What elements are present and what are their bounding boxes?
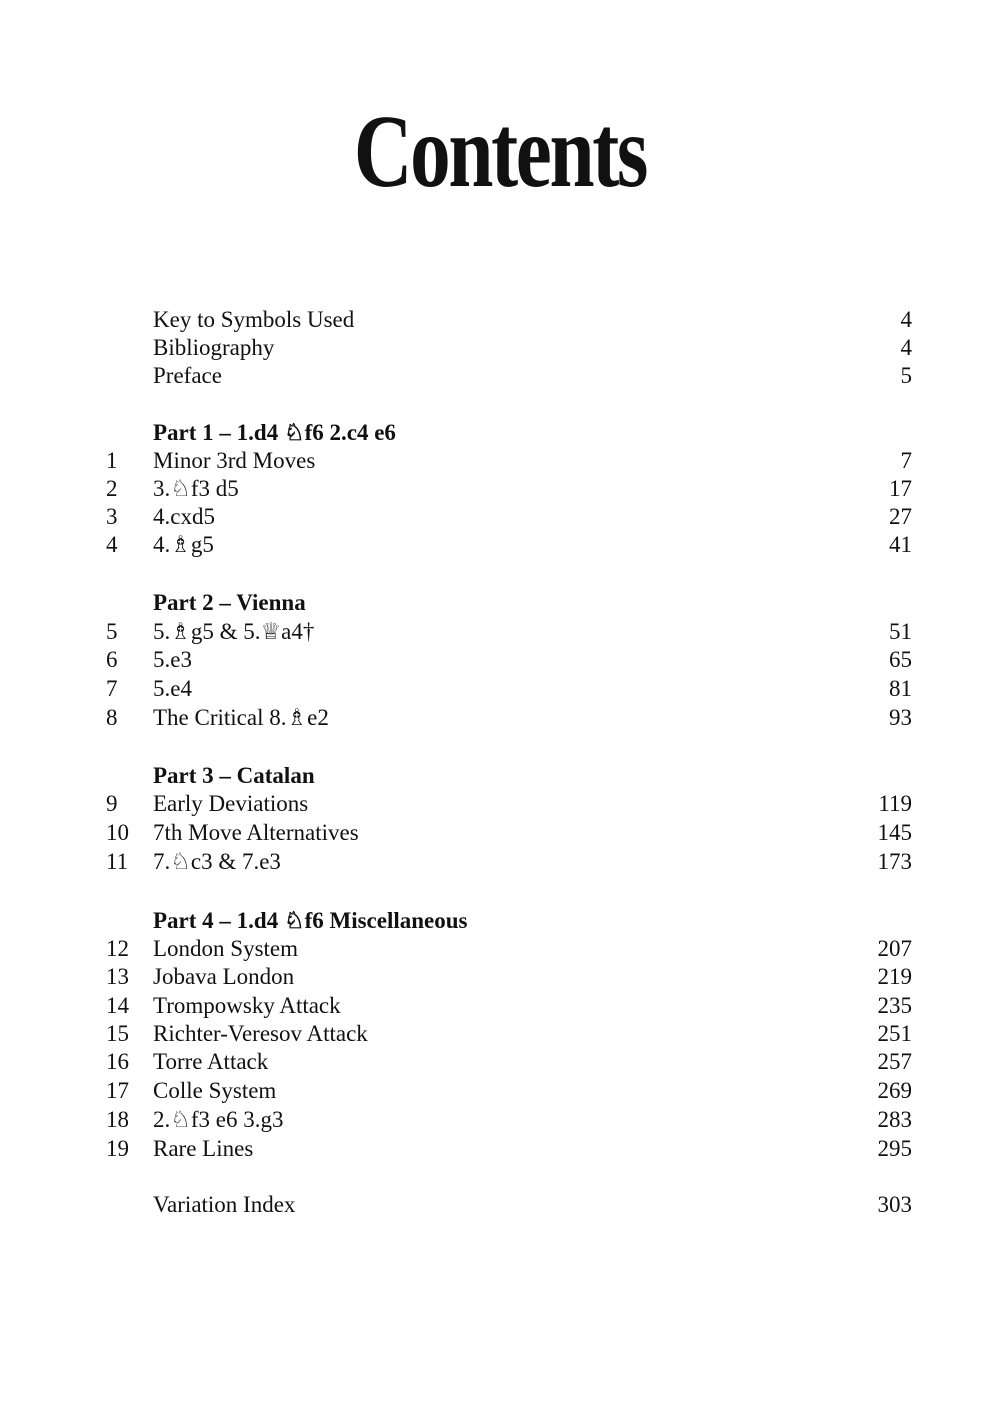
toc-entry-label: Variation Index [153,1192,296,1217]
chapter-number: 14 [106,993,129,1018]
toc-entry-chapter-19[interactable] [0,1135,1000,1163]
chapter-page: 269 [877,1078,912,1103]
toc-entry-chapter-5[interactable] [0,618,1000,646]
chapter-title: 4.cxd5 [153,504,215,529]
toc-entry-page: 4 [900,307,912,332]
chapter-number: 15 [106,1021,129,1046]
chapter-title: Trompowsky Attack [153,993,341,1018]
chapter-title: 3.♘f3 d5 [153,476,239,501]
toc-entry-page: 5 [900,363,912,388]
chapter-number: 12 [106,936,129,961]
chapter-number: 7 [106,676,118,701]
chapter-number: 6 [106,647,118,672]
chapter-page: 93 [889,705,912,730]
chapter-number: 18 [106,1107,129,1132]
chapter-title: 5.♗g5 & 5.♕a4† [153,619,315,644]
chapter-title: Jobava London [153,964,295,989]
part-heading-1 [0,419,1000,447]
toc-entry-page: 303 [877,1192,912,1217]
toc-entry-preface[interactable] [0,362,1000,390]
toc-entry-chapter-15[interactable] [0,1020,1000,1048]
toc-entry-chapter-18[interactable] [0,1106,1000,1134]
chapter-title: Minor 3rd Moves [153,448,316,473]
chapter-page: 17 [889,476,912,501]
chapter-page: 145 [877,820,912,845]
chapter-number: 5 [106,619,118,644]
toc-entry-chapter-14[interactable] [0,992,1000,1020]
chapter-title: Rare Lines [153,1136,254,1161]
toc-entry-chapter-9[interactable] [0,790,1000,818]
chapter-number: 16 [106,1049,129,1074]
chapter-page: 65 [889,647,912,672]
chapter-page: 283 [877,1107,912,1132]
part-heading-3 [0,762,1000,790]
chapter-title: Torre Attack [153,1049,269,1074]
chapter-title: The Critical 8.♗e2 [153,705,329,730]
chapter-title: Colle System [153,1078,277,1103]
toc-entry-chapter-13[interactable] [0,963,1000,991]
toc-entry-chapter-16[interactable] [0,1048,1000,1076]
chapter-page: 119 [878,791,912,816]
chapter-page: 173 [877,849,912,874]
toc-entry-chapter-6[interactable] [0,646,1000,674]
chapter-page: 257 [877,1049,912,1074]
part-title: Part 4 – 1.d4 ♘f6 Miscellaneous [153,908,468,933]
chapter-title: 7th Move Alternatives [153,820,359,845]
toc-entry-chapter-10[interactable] [0,819,1000,847]
chapter-page: 51 [889,619,912,644]
chapter-number: 11 [106,849,129,874]
toc-entry-key-to-symbols[interactable] [0,306,1000,334]
toc-entry-bibliography[interactable] [0,334,1000,362]
chapter-number: 8 [106,705,118,730]
chapter-title: 2.♘f3 e6 3.g3 [153,1107,284,1132]
page-title: Contents [353,94,647,209]
toc-entry-chapter-8[interactable] [0,704,1000,732]
toc-entry-chapter-3[interactable] [0,503,1000,531]
chapter-page: 41 [889,532,912,557]
part-title: Part 1 – 1.d4 ♘f6 2.c4 e6 [153,420,396,445]
chapter-number: 9 [106,791,118,816]
chapter-number: 2 [106,476,118,501]
chapter-page: 235 [877,993,912,1018]
part-heading-2 [0,589,1000,617]
chapter-title: 5.e4 [153,676,192,701]
chapter-number: 3 [106,504,118,529]
chapter-page: 81 [889,676,912,701]
chapter-page: 251 [877,1021,912,1046]
toc-entry-label: Key to Symbols Used [153,307,355,332]
toc-entry-variation-index[interactable] [0,1191,1000,1219]
toc-entry-chapter-12[interactable] [0,935,1000,963]
chapter-page: 295 [877,1136,912,1161]
toc-entry-label: Preface [153,363,222,388]
part-title: Part 2 – Vienna [153,590,306,615]
chapter-title: Richter-Veresov Attack [153,1021,368,1046]
part-heading-4 [0,907,1000,935]
toc-entry-chapter-4[interactable] [0,531,1000,559]
toc-entry-chapter-2[interactable] [0,475,1000,503]
toc-entry-label: Bibliography [153,335,275,360]
chapter-title: 4.♗g5 [153,532,214,557]
chapter-number: 10 [106,820,129,845]
chapter-number: 17 [106,1078,129,1103]
chapter-number: 19 [106,1136,129,1161]
toc-entry-page: 4 [900,335,912,360]
chapter-title: 7.♘c3 & 7.e3 [153,849,281,874]
chapter-title: 5.e3 [153,647,192,672]
chapter-page: 7 [900,448,912,473]
toc-entry-chapter-11[interactable] [0,848,1000,876]
chapter-number: 1 [106,448,118,473]
part-title: Part 3 – Catalan [153,763,315,788]
toc-entry-chapter-1[interactable] [0,447,1000,475]
chapter-title: Early Deviations [153,791,309,816]
chapter-number: 4 [106,532,118,557]
chapter-page: 219 [877,964,912,989]
toc-entry-chapter-7[interactable] [0,675,1000,703]
toc-entry-chapter-17[interactable] [0,1077,1000,1105]
chapter-page: 207 [877,936,912,961]
chapter-number: 13 [106,964,129,989]
chapter-title: London System [153,936,299,961]
chapter-page: 27 [889,504,912,529]
